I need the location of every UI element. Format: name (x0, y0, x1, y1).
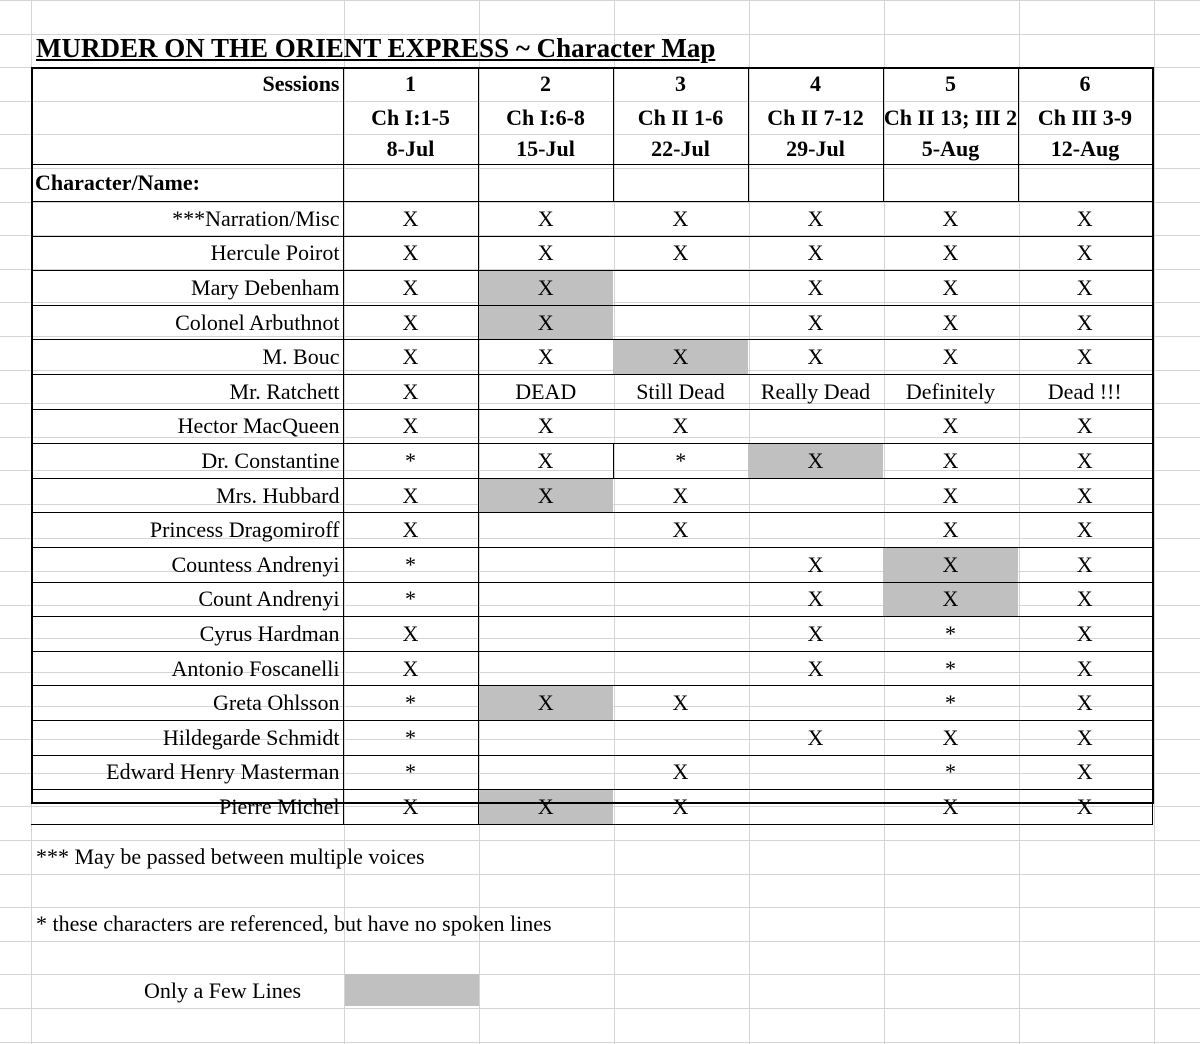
appearance-cell (748, 478, 883, 513)
appearance-cell: X (478, 271, 613, 306)
header-cell-empty (478, 165, 613, 202)
appearance-cell: X (478, 305, 613, 340)
character-row (31, 547, 1152, 582)
appearance-cell: X (343, 651, 478, 686)
appearance-cell (478, 651, 613, 686)
session-date: 15-Jul (478, 134, 613, 165)
appearance-cell: * (343, 755, 478, 790)
appearance-cell: X (613, 790, 748, 825)
session-number: 4 (748, 67, 883, 101)
sheet-title: MURDER ON THE ORIENT EXPRESS ~ Character Map (36, 33, 716, 63)
appearance-cell: X (748, 720, 883, 755)
chapter-range: Ch III 3-9 (1018, 101, 1152, 134)
appearance-cell: * (883, 651, 1018, 686)
session-number: 1 (343, 67, 478, 101)
character-row (31, 409, 1152, 444)
character-row (31, 686, 1152, 721)
character-row (31, 374, 1152, 409)
character-row (31, 617, 1152, 652)
appearance-cell: X (478, 478, 613, 513)
appearance-cell: X (613, 686, 748, 721)
character-name: ***Narration/Misc (31, 202, 343, 237)
appearance-cell: X (613, 478, 748, 513)
appearance-cell: Really Dead (748, 374, 883, 409)
appearance-cell: X (1018, 582, 1152, 617)
character-name: Colonel Arbuthnot (31, 305, 343, 340)
character-name: Princess Dragomiroff (31, 513, 343, 548)
appearance-cell: X (478, 409, 613, 444)
appearance-cell (478, 720, 613, 755)
appearance-cell: X (1018, 444, 1152, 479)
appearance-cell: X (1018, 720, 1152, 755)
appearance-cell: * (883, 755, 1018, 790)
appearance-cell: Dead !!! (1018, 374, 1152, 409)
appearance-cell: X (1018, 755, 1152, 790)
character-name: Count Andrenyi (31, 582, 343, 617)
appearance-cell: * (343, 582, 478, 617)
appearance-cell: X (883, 202, 1018, 237)
appearance-cell (748, 409, 883, 444)
character-name: Edward Henry Masterman (31, 755, 343, 790)
appearance-cell: X (478, 686, 613, 721)
appearance-cell: X (1018, 617, 1152, 652)
appearance-cell: X (883, 547, 1018, 582)
appearance-cell: X (343, 513, 478, 548)
character-name: Countess Andrenyi (31, 547, 343, 582)
character-name: Greta Ohlsson (31, 686, 343, 721)
legend-label: Only a Few Lines (144, 978, 302, 1003)
appearance-cell: X (748, 236, 883, 271)
appearance-cell: X (883, 271, 1018, 306)
appearance-cell (613, 305, 748, 340)
appearance-cell (748, 790, 883, 825)
appearance-cell: X (1018, 305, 1152, 340)
appearance-cell: * (343, 686, 478, 721)
appearance-cell: X (1018, 790, 1152, 825)
appearance-cell: * (613, 444, 748, 479)
appearance-cell: X (748, 444, 883, 479)
dates-row (31, 134, 1152, 165)
session-date: 12-Aug (1018, 134, 1152, 165)
appearance-cell: X (343, 340, 478, 375)
character-row (31, 513, 1152, 548)
appearance-cell: X (613, 409, 748, 444)
appearance-cell: X (883, 409, 1018, 444)
appearance-cell: X (748, 617, 883, 652)
appearance-cell: * (883, 686, 1018, 721)
appearance-cell: X (883, 478, 1018, 513)
appearance-cell (478, 547, 613, 582)
appearance-cell: * (883, 617, 1018, 652)
header-cell-empty (1018, 165, 1152, 202)
chapter-range: Ch II 1-6 (613, 101, 748, 134)
note-multiple-voices: *** May be passed between multiple voices (36, 844, 425, 869)
appearance-cell: * (343, 720, 478, 755)
appearance-cell: X (343, 790, 478, 825)
appearance-cell: X (343, 202, 478, 237)
appearance-cell: DEAD (478, 374, 613, 409)
session-number: 3 (613, 67, 748, 101)
appearance-cell: X (748, 305, 883, 340)
appearance-cell: X (883, 582, 1018, 617)
character-row (31, 790, 1152, 825)
appearance-cell: * (343, 547, 478, 582)
character-name: Hildegarde Schmidt (31, 720, 343, 755)
appearance-cell: X (478, 790, 613, 825)
character-row (31, 582, 1152, 617)
header-cell-empty (748, 165, 883, 202)
session-date: 8-Jul (343, 134, 478, 165)
chapter-range: Ch II 13; III 2 (883, 101, 1018, 134)
appearance-cell: X (1018, 271, 1152, 306)
appearance-cell: X (883, 305, 1018, 340)
legend-grey-swatch (345, 974, 479, 1006)
character-row (31, 755, 1152, 790)
character-name: Mrs. Hubbard (31, 478, 343, 513)
header-cell-empty (883, 165, 1018, 202)
chapter-range: Ch II 7-12 (748, 101, 883, 134)
appearance-cell: X (883, 513, 1018, 548)
header-cell-empty (343, 165, 478, 202)
character-row (31, 202, 1152, 237)
appearance-cell: X (748, 202, 883, 237)
appearance-cell: X (1018, 513, 1152, 548)
appearance-cell: X (1018, 202, 1152, 237)
appearance-cell (478, 755, 613, 790)
appearance-cell: X (613, 513, 748, 548)
appearance-cell (613, 547, 748, 582)
note-no-spoken-lines: * these characters are referenced, but have no spoken lines (36, 911, 552, 936)
appearance-cell: X (343, 236, 478, 271)
chapters-row (31, 101, 1152, 134)
session-number: 2 (478, 67, 613, 101)
character-row (31, 444, 1152, 479)
appearance-cell: X (343, 374, 478, 409)
appearance-cell: X (883, 236, 1018, 271)
character-name: Antonio Foscanelli (31, 651, 343, 686)
appearance-cell (478, 513, 613, 548)
appearance-cell: X (613, 755, 748, 790)
sessions-label: Sessions (31, 67, 343, 101)
appearance-cell: X (748, 340, 883, 375)
sessions-row (31, 67, 1152, 101)
character-name: M. Bouc (31, 340, 343, 375)
appearance-cell: X (1018, 340, 1152, 375)
chapter-range: Ch I:6-8 (478, 101, 613, 134)
session-date: 29-Jul (748, 134, 883, 165)
character-row (31, 305, 1152, 340)
appearance-cell: X (883, 790, 1018, 825)
character-row (31, 478, 1152, 513)
chapters-label-empty (31, 101, 343, 134)
character-name: Mr. Ratchett (31, 374, 343, 409)
character-name: Dr. Constantine (31, 444, 343, 479)
session-date: 5-Aug (883, 134, 1018, 165)
character-name: Mary Debenham (31, 271, 343, 306)
character-row (31, 271, 1152, 306)
appearance-cell: X (1018, 236, 1152, 271)
character-map-table (31, 67, 1153, 825)
appearance-cell: X (478, 340, 613, 375)
appearance-cell: X (883, 444, 1018, 479)
appearance-cell: * (343, 444, 478, 479)
appearance-cell: X (883, 720, 1018, 755)
character-header: Character/Name: (31, 165, 343, 202)
appearance-cell: X (883, 340, 1018, 375)
appearance-cell (613, 617, 748, 652)
appearance-cell: X (748, 582, 883, 617)
appearance-cell: Still Dead (613, 374, 748, 409)
appearance-cell: Definitely (883, 374, 1018, 409)
appearance-cell: X (343, 305, 478, 340)
session-date: 22-Jul (613, 134, 748, 165)
appearance-cell (613, 582, 748, 617)
appearance-cell: X (748, 271, 883, 306)
appearance-cell (748, 755, 883, 790)
appearance-cell: X (1018, 478, 1152, 513)
header-cell-empty (613, 165, 748, 202)
appearance-cell (613, 651, 748, 686)
character-name: Hector MacQueen (31, 409, 343, 444)
appearance-cell: X (748, 547, 883, 582)
appearance-cell: X (613, 340, 748, 375)
appearance-cell: X (343, 478, 478, 513)
appearance-cell: X (613, 202, 748, 237)
character-row (31, 340, 1152, 375)
appearance-cell (613, 271, 748, 306)
session-number: 5 (883, 67, 1018, 101)
appearance-cell: X (478, 444, 613, 479)
appearance-cell: X (613, 236, 748, 271)
session-number: 6 (1018, 67, 1152, 101)
appearance-cell: X (478, 236, 613, 271)
appearance-cell: X (343, 617, 478, 652)
appearance-cell (748, 513, 883, 548)
appearance-cell: X (478, 202, 613, 237)
character-row (31, 720, 1152, 755)
appearance-cell: X (343, 271, 478, 306)
appearance-cell: X (1018, 409, 1152, 444)
appearance-cell (478, 617, 613, 652)
appearance-cell (478, 582, 613, 617)
appearance-cell (613, 720, 748, 755)
character-row (31, 651, 1152, 686)
appearance-cell: X (1018, 686, 1152, 721)
dates-label-empty (31, 134, 343, 165)
appearance-cell (748, 686, 883, 721)
character-name: Pierre Michel (31, 790, 343, 825)
character-row (31, 236, 1152, 271)
appearance-cell: X (1018, 651, 1152, 686)
character-header-row (31, 165, 1152, 202)
appearance-cell: X (343, 409, 478, 444)
character-name: Hercule Poirot (31, 236, 343, 271)
character-name: Cyrus Hardman (31, 617, 343, 652)
appearance-cell: X (1018, 547, 1152, 582)
chapter-range: Ch I:1-5 (343, 101, 478, 134)
appearance-cell: X (748, 651, 883, 686)
